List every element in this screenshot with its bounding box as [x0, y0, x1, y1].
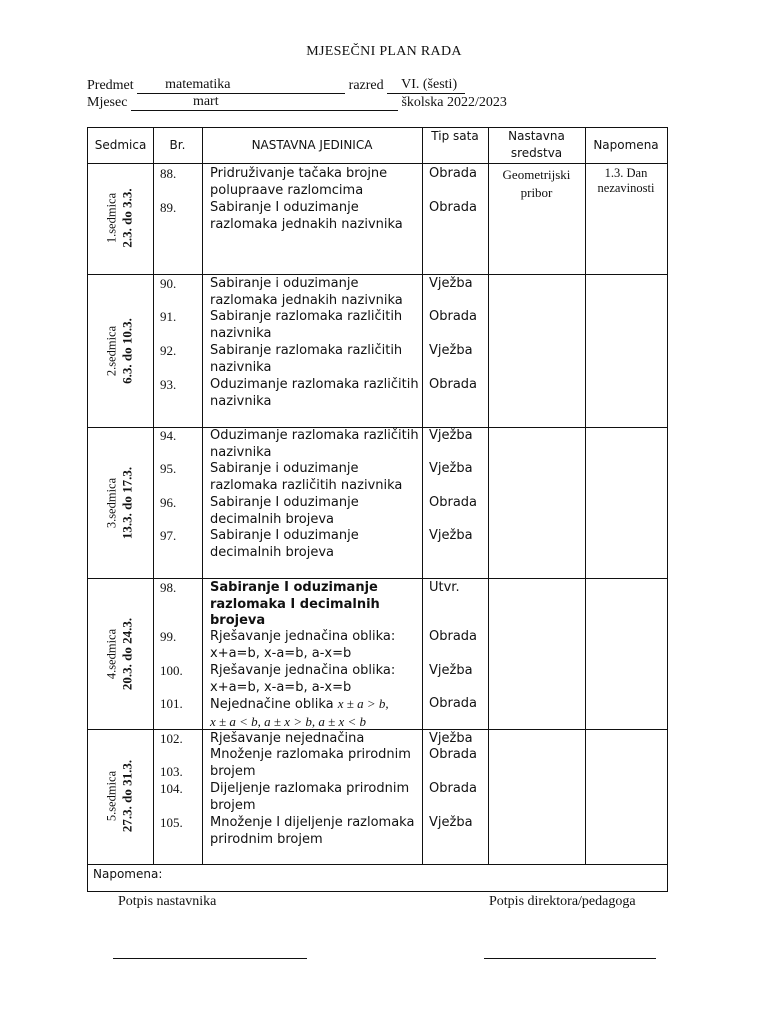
week-dates: 27.3. do 31.3.	[119, 759, 135, 833]
lesson-number: 97.	[160, 528, 177, 543]
subject-line	[87, 78, 465, 94]
lesson-title-line: nazivnika	[210, 393, 272, 409]
lesson-type: Vježba	[429, 461, 473, 476]
column-header-sredstva-line-1: Nastavna	[508, 129, 565, 143]
lesson-type: Obrada	[429, 696, 478, 711]
lesson-title-line: decimalnih brojeva	[210, 511, 335, 527]
razred-field	[387, 79, 465, 94]
lesson-type: Obrada	[429, 781, 478, 796]
lesson-type: Obrada	[429, 629, 478, 644]
lesson-title-line: razlomaka jednakih nazivnika	[210, 292, 403, 308]
lesson-type: Vježba	[429, 276, 473, 291]
week-note-line: 1.3. Dan	[604, 166, 648, 180]
page-title: MJESEČNI PLAN RADA	[306, 44, 462, 59]
row-divider	[88, 864, 667, 865]
lesson-title-line: Oduzimanje razlomaka različitih	[210, 377, 419, 392]
lesson-type: Obrada	[429, 200, 478, 215]
lesson-title: brojem	[210, 764, 256, 779]
lesson-title-line	[210, 714, 389, 732]
lesson-title	[210, 309, 402, 342]
lesson-title-line: decimalnih brojeva	[210, 544, 335, 560]
lesson-number: 95.	[160, 461, 177, 476]
razred-value: VI. (šesti)	[401, 77, 458, 92]
week-dates: 6.3. do 10.3.	[119, 318, 135, 384]
column-divider	[202, 128, 203, 864]
predmet-value: matematika	[165, 77, 231, 92]
mjesec-value: mart	[192, 94, 219, 109]
mjesec-label: Mjesec	[87, 95, 128, 110]
razred-label: razred	[348, 78, 384, 93]
lesson-number: 93.	[160, 377, 177, 392]
lesson-number: 99.	[160, 629, 177, 644]
week-name: 1.sedmica	[104, 192, 119, 244]
lesson-title-line: Sabiranje I oduzimanje	[210, 200, 359, 215]
lesson-number: 91.	[160, 309, 177, 324]
lesson-number: 96.	[160, 495, 177, 510]
lesson-number: 105.	[160, 815, 183, 830]
lesson-title: Množenje razlomaka prirodnim	[210, 747, 411, 762]
lesson-title-line: Sabiranje i oduzimanje	[210, 461, 359, 476]
lesson-type: Obrada	[429, 377, 478, 392]
column-header-napomena: Napomena	[593, 138, 659, 152]
week-note	[585, 166, 667, 196]
column-divider	[422, 128, 423, 864]
lesson-title-line: razlomaka I decimalnih	[210, 596, 380, 612]
lesson-title	[210, 343, 402, 376]
lesson-number: 101.	[160, 696, 183, 711]
lesson-type: Obrada	[429, 309, 478, 324]
lesson-title	[210, 629, 395, 662]
school-year: školska 2022/2023	[401, 95, 507, 110]
lesson-title-line: Pridruživanje tačaka brojne	[210, 166, 388, 181]
lesson-type: Vježba	[429, 343, 473, 358]
lesson-title-line: Množenje I dijeljenje razlomaka	[210, 815, 415, 830]
lesson-title-line: Rješavanje jednačina oblika:	[210, 663, 396, 678]
lesson-title	[210, 815, 414, 848]
lesson-title-line: Sabiranje i oduzimanje	[210, 276, 359, 291]
lesson-type: Obrada	[429, 747, 478, 762]
teaching-aids-line: Geometrijski	[502, 167, 571, 182]
lesson-type: Vježba	[429, 428, 473, 443]
lesson-title-line: Sabiranje I oduzimanje	[210, 580, 378, 595]
lesson-title	[210, 495, 359, 528]
column-header-sredstva	[488, 128, 585, 162]
plan-table	[87, 127, 668, 892]
lesson-title-line	[210, 696, 389, 714]
lesson-title-line: Sabiranje razlomaka različitih	[210, 309, 403, 324]
row-divider	[88, 578, 667, 579]
column-header-tip: Tip sata	[431, 129, 479, 143]
lesson-type: Obrada	[429, 495, 478, 510]
lesson-type: Utvr.	[429, 580, 460, 595]
lesson-number: 100.	[160, 663, 183, 678]
director-signature-line	[484, 958, 656, 959]
lesson-number: 98.	[160, 580, 177, 595]
lesson-type: Vježba	[429, 815, 473, 830]
row-divider	[88, 163, 667, 164]
mjesec-field	[131, 96, 398, 111]
lesson-number: 92.	[160, 343, 177, 358]
lesson-title	[210, 663, 395, 696]
predmet-label: Predmet	[87, 78, 134, 93]
week-name: 5.sedmica	[104, 770, 119, 822]
row-divider	[88, 274, 667, 275]
lesson-type: Obrada	[429, 166, 478, 181]
lesson-number: 88.	[160, 166, 177, 181]
week-name: 4.sedmica	[104, 628, 119, 680]
lesson-number: 103.	[160, 764, 183, 779]
lesson-type: Vježba	[429, 528, 473, 543]
column-header-br: Br.	[169, 138, 186, 152]
lesson-title	[210, 528, 359, 561]
lesson-title: Rješavanje nejednačina	[210, 731, 365, 746]
lesson-title-line: Rješavanje jednačina oblika:	[210, 629, 396, 644]
column-divider	[488, 128, 489, 864]
lesson-title-line: nazivnika	[210, 444, 272, 460]
week-name: 3.sedmica	[104, 477, 119, 529]
column-divider	[585, 128, 586, 864]
lesson-title-line: brojem	[210, 797, 256, 813]
lesson-title-line: Dijeljenje razlomaka prirodnim	[210, 781, 410, 796]
lesson-title	[210, 461, 402, 494]
lesson-title	[210, 166, 387, 199]
lesson-title	[210, 276, 403, 309]
lesson-title-line: x+a=b, x-a=b, a-x=b	[210, 645, 352, 661]
lesson-title-line: razlomaka različitih nazivnika	[210, 477, 403, 493]
lesson-title-line: prirodnim brojem	[210, 831, 323, 847]
lesson-number: 104.	[160, 781, 183, 796]
lesson-title-line: Sabiranje razlomaka različitih	[210, 343, 403, 358]
inequality-formula: x ± a > b,	[337, 696, 389, 711]
lesson-title-line: nazivnika	[210, 359, 272, 375]
teacher-signature-label: Potpis nastavnika	[118, 894, 217, 909]
lesson-title-line: brojeva	[210, 613, 266, 628]
lesson-number: 94.	[160, 428, 177, 443]
lesson-title	[210, 781, 409, 814]
lesson-title-line: Oduzimanje razlomaka različitih	[210, 428, 419, 443]
lesson-title	[210, 200, 403, 233]
lesson-title-line: razlomaka jednakih nazivnika	[210, 216, 403, 232]
week-dates: 20.3. do 24.3.	[119, 617, 135, 691]
lesson-title-text: Nejednačine oblika	[210, 697, 338, 712]
lesson-title-line: Sabiranje I oduzimanje	[210, 495, 359, 510]
column-header-jedinica: NASTAVNA JEDINICA	[251, 138, 373, 152]
week-dates: 13.3. do 17.3.	[119, 466, 135, 540]
lesson-number: 89.	[160, 200, 177, 215]
lesson-title-line: x+a=b, x-a=b, a-x=b	[210, 679, 352, 695]
lesson-type: Vježba	[429, 731, 473, 746]
month-line	[87, 95, 507, 111]
week-note-line: nezavinosti	[597, 181, 655, 195]
lesson-title	[210, 696, 389, 731]
lesson-number: 102.	[160, 731, 183, 746]
lesson-title-line: polupraave razlomcima	[210, 182, 364, 198]
lesson-title-line: nazivnika	[210, 325, 272, 341]
column-header-sredstva-line-2: sredstva	[510, 146, 563, 160]
footer-note-label: Napomena:	[93, 867, 163, 881]
lesson-number: 90.	[160, 276, 177, 291]
week-name: 2.sedmica	[104, 325, 119, 377]
column-header-sedmica: Sedmica	[94, 138, 147, 152]
lesson-title	[210, 428, 419, 461]
teaching-aids-line: pribor	[520, 185, 553, 200]
lesson-title-line: Sabiranje I oduzimanje	[210, 528, 359, 543]
lesson-title	[210, 377, 419, 410]
column-divider	[153, 128, 154, 864]
teaching-aids	[488, 166, 585, 202]
teacher-signature-line	[113, 958, 307, 959]
director-signature-label: Potpis direktora/pedagoga	[489, 894, 636, 909]
lesson-type: Vježba	[429, 663, 473, 678]
week-dates: 2.3. do 3.3.	[119, 188, 135, 248]
inequality-formula: x ± a < b, a ± x > b, a ± x < b	[210, 713, 367, 729]
predmet-field	[137, 79, 345, 94]
lesson-title	[210, 580, 380, 630]
